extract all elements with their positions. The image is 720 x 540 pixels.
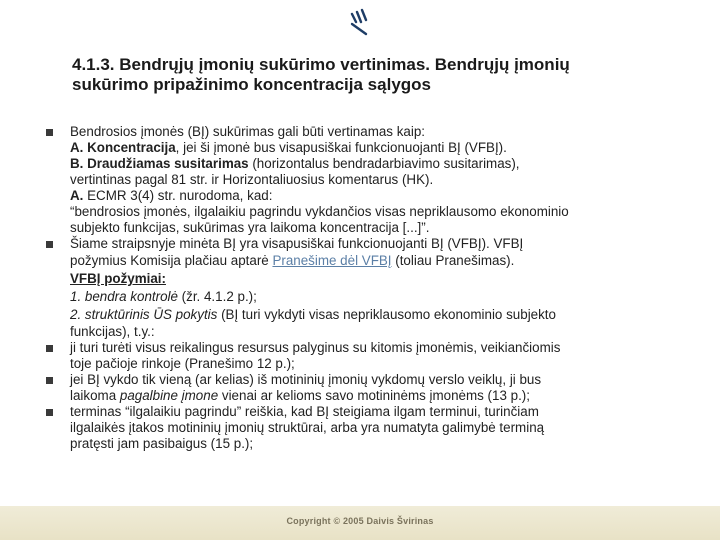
text-line: ilgalaikės įtakos motininių įmonių struktūrai, arba yra numatyta galimybė terminą [70, 420, 545, 435]
text-line: 2. struktūrinis ŪS pokytis (BĮ turi vykdyti visas nepriklausomo ekonominio subjekto [70, 307, 556, 322]
list-item [46, 124, 676, 236]
copyright-footer: Copyright © 2005 Daivis Švirinas [286, 516, 434, 526]
list-item [46, 340, 676, 372]
title-line-2: sukūrimo pripažinimo koncentracija sąlygos [72, 75, 431, 94]
text-line: toje pačioje rinkoje (Pranešimo 12 p.); [70, 356, 295, 371]
square-bullet-icon [46, 409, 53, 416]
text-line: vertintinas pagal 81 str. ir Horizontaliuosius komentarus (HK). [70, 172, 434, 187]
text-line: A. ECMR 3(4) str. nurodoma, kad: [70, 188, 273, 203]
list-item [46, 372, 676, 404]
text-line: jei BĮ vykdo tik vieną (ar kelias) iš motininių įmonių vykdomų verslo veiklų, ji bus [70, 372, 542, 387]
text-line: 1. bendra kontrolė (žr. 4.1.2 p.); [70, 289, 257, 304]
text-line: subjekto funkcijas, sukūrimas yra laikoma koncentracija [...]”. [70, 220, 430, 235]
text-line: požymius Komisija plačiau aptarė Pranešime dėl VFBĮ (toliau Pranešimas). [70, 253, 515, 268]
square-bullet-icon [46, 345, 53, 352]
list-item [46, 236, 676, 340]
text-line: Bendrosios įmonės (BĮ) sukūrimas gali būti vertinamas kaip: [70, 124, 425, 139]
text-line: terminas “ilgalaikiu pagrindu” reiškia, kad BĮ steigiama ilgam terminui, turinčiam [70, 404, 539, 419]
text-line: ji turi turėti visus reikalingus resursus palyginus su kitomis įmonėmis, veikiančiomis [70, 340, 561, 355]
text-line: “bendrosios įmonės, ilgalaikiu pagrindu vykdančios visas nepriklausomo ekonominio [70, 204, 569, 219]
text-line: VFBĮ požymiai: [70, 271, 166, 286]
text-line: laikoma pagalbine įmone vienai ar kelioms savo motininėms įmonėms (13 p.); [70, 388, 530, 403]
logo-icon [346, 6, 372, 38]
text-line: A. Koncentracija, jei ši įmonė bus visapusiškai funkcionuojanti BĮ (VFBĮ). [70, 140, 507, 155]
text-line: B. Draudžiamas susitarimas (horizontalus bendradarbiavimo susitarimas), [70, 156, 520, 171]
title-line-1: 4.1.3. Bendrųjų įmonių sukūrimo vertinimas. Bendrųjų įmonių [72, 55, 570, 74]
list-item [46, 404, 676, 452]
text-line: funkcijas), t.y.: [70, 324, 155, 339]
bullet-list [46, 124, 676, 452]
square-bullet-icon [46, 241, 53, 248]
square-bullet-icon [46, 129, 53, 136]
notice-link[interactable]: Pranešime dėl VFBĮ [272, 253, 392, 268]
text-line: Šiame straipsnyje minėta BĮ yra visapusiškai funkcionuojanti BĮ (VFBĮ). VFBĮ [70, 236, 524, 251]
text-line: pratęsti jam pasibaigus (15 p.); [70, 436, 254, 451]
page-title [72, 55, 672, 95]
square-bullet-icon [46, 377, 53, 384]
